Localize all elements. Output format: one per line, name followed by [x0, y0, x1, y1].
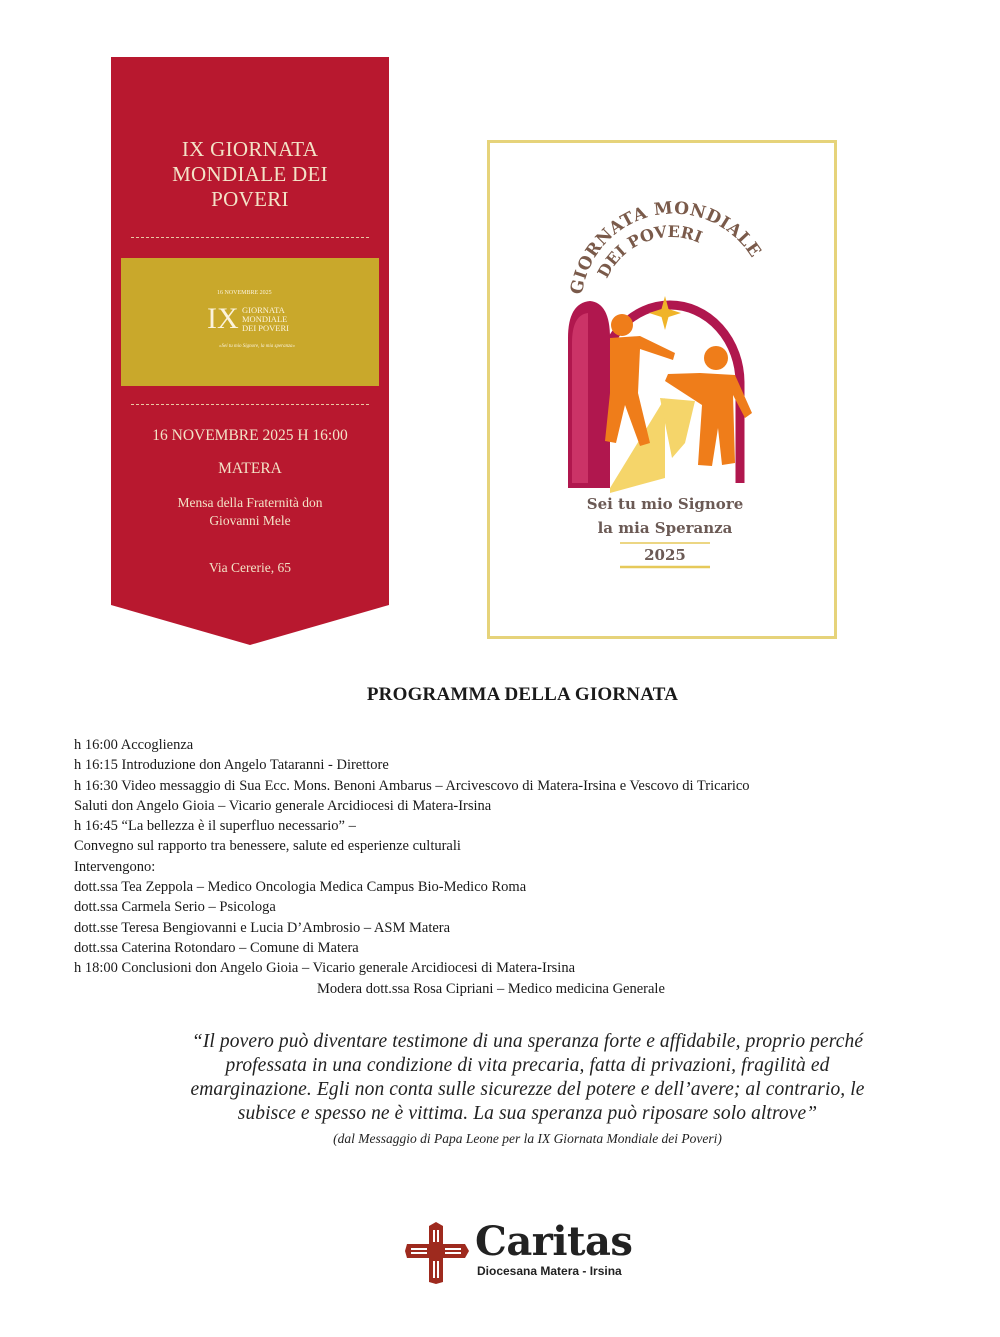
caritas-name: Caritas [475, 1218, 633, 1265]
quote-source: (dal Messaggio di Papa Leone per la IX Giornata Mondiale dei Poveri) [333, 1131, 722, 1146]
logo-arc-text-1: GIORNATA MONDIALE [566, 198, 765, 297]
banner-title: IX GIORNATA MONDIALE DEI POVERI [172, 137, 328, 211]
program-line: h 16:15 Introduzione don Angelo Tataranni - Direttore [74, 757, 389, 774]
pope-quote: “Il povero può diventare testimone di una speranza forte e affidabile, proprio perché professata in una condizione di vita precaria, fatta di privazioni, fragilità ed emarginazione. Egli non conta sulle sicurezze del potere e dell’avere; al contrario, le subisce e spesso ne è vittima. La sua speranza può riposare solo altrove” [190, 1031, 865, 1124]
caritas-subtitle: Diocesana Matera - Irsina [477, 1264, 622, 1278]
program-line: dott.ssa Tea Zeppola – Medico Oncologia Medica Campus Bio-Medico Roma [74, 879, 527, 896]
gold-logo-panel [121, 258, 379, 386]
program-line: Intervengono: [74, 858, 156, 875]
event-venue: Mensa della Fraternità don Giovanni Mele [177, 495, 323, 528]
giornata-logo-card [487, 140, 837, 639]
event-city: MATERA [218, 460, 282, 477]
event-banner [111, 57, 389, 645]
program-line: dott.sse Teresa Bengiovanni e Lucia D’Ambrosio – ASM Matera [74, 919, 451, 936]
program-line: h 16:00 Accoglienza [74, 737, 194, 753]
divider [131, 404, 369, 405]
divider [131, 237, 369, 238]
ix-giornata-logo: 16 NOVEMBRE 2025 IX GIORNATA MONDIALE DEI POVERI «Sei tu mio Signore, la mia speranza» [207, 290, 296, 349]
logo-motto-line1: Sei tu mio Signore [586, 495, 744, 513]
program-title: PROGRAMMA DELLA GIORNATA [366, 684, 679, 705]
logo-year: 2025 [644, 546, 686, 564]
program-line: Convegno sul rapporto tra benessere, salute ed esperienze culturali [74, 838, 461, 855]
caritas-logo [405, 1218, 645, 1284]
logo-motto-line2: la mia Speranza [597, 519, 733, 537]
program-line: dott.ssa Carmela Serio – Psicologa [74, 899, 276, 916]
program-line: h 16:45 “La bellezza è il superfluo necessario” – [74, 818, 356, 835]
program-line: h 18:00 Conclusioni don Angelo Gioia – Vicario generale Arcidiocesi di Matera-Irsina [74, 960, 576, 977]
giornata-logo-graphic [490, 143, 834, 636]
event-date-time: 16 NOVEMBRE 2025 H 16:00 [152, 427, 348, 444]
program-moderator: Modera dott.ssa Rosa Cipriani – Medico medicina Generale [317, 980, 665, 997]
logo-arc-text-2: DEI POVERI [593, 221, 706, 281]
program-list [74, 735, 750, 999]
caritas-cross-icon [405, 1222, 469, 1284]
program-line: dott.ssa Caterina Rotondaro – Comune di Matera [74, 939, 359, 956]
event-address: Via Cererie, 65 [208, 560, 292, 575]
program-line: Saluti don Angelo Gioia – Vicario generale Arcidiocesi di Matera-Irsina [74, 797, 492, 814]
program-line: h 16:30 Video messaggio di Sua Ecc. Mons. Benoni Ambarus – Arcivescovo di Matera-Irsina e Vescovo di Tricarico [74, 777, 750, 794]
